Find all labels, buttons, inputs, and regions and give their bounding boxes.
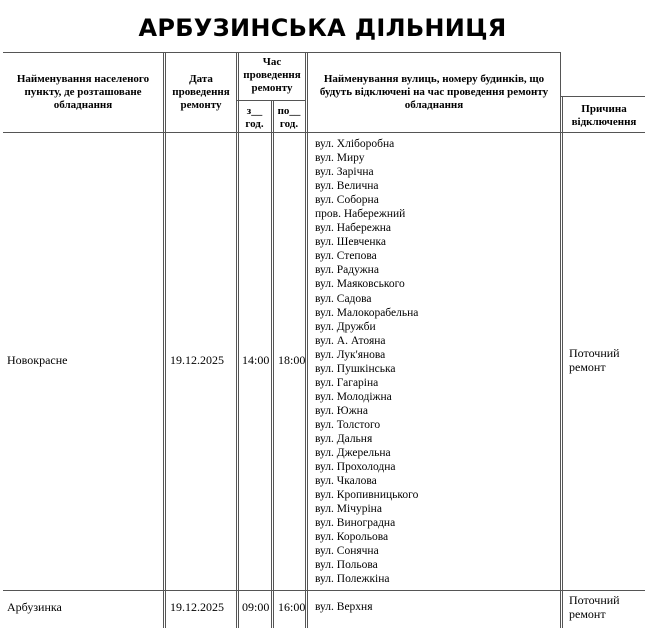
table-top-border: [3, 52, 560, 53]
street-item: вул. Лук'янова: [315, 348, 386, 361]
street-item: вул. Верхня: [315, 601, 373, 613]
street-item: вул. Джерельна: [315, 447, 391, 460]
page-title: АРБУЗИНСЬКА ДІЛЬНИЦЯ: [138, 14, 507, 42]
street-item: вул. Радужна: [315, 264, 379, 277]
col-divider-3b: [273, 100, 274, 628]
street-item: вул. Малокорабельна: [315, 306, 419, 319]
row1-time-to: 18:00: [278, 353, 306, 367]
street-item: вул. Сонячна: [315, 545, 379, 558]
street-item: вул. Набережна: [315, 222, 392, 235]
col-divider-1: [163, 52, 164, 628]
header-time-to: по__ год.: [277, 105, 301, 130]
street-item: вул. Садова: [315, 292, 372, 305]
street-item: вул. Чкалова: [315, 475, 377, 488]
street-item: вул. Дружби: [315, 320, 376, 333]
row2-time-from: 09:00: [242, 600, 270, 614]
street-item: вул. Велична: [315, 180, 379, 193]
header-streets: Найменування вулиць, номеру будинків, що будуть відключені на час проведення ремонту обладнання: [319, 73, 549, 111]
street-item: вул. А. Атояна: [315, 334, 386, 347]
street-item: вул. Гагаріна: [315, 376, 379, 389]
street-item: вул. Южна: [315, 404, 368, 417]
row1-reason: Поточний ремонт: [569, 346, 620, 374]
street-item: вул. Толстого: [315, 418, 381, 431]
col-divider-3: [271, 100, 272, 628]
header-settlement: Найменування населеного пункту, де розташоване обладнання: [16, 73, 150, 111]
header-bottom-border: [3, 132, 645, 133]
col-divider-1b: [165, 52, 166, 628]
col-divider-2b: [238, 52, 239, 628]
street-item: вул. Пушкінська: [315, 362, 396, 375]
col-divider-4b: [307, 52, 308, 628]
street-item: вул. Шевченка: [315, 236, 387, 249]
street-item: вул. Польова: [315, 559, 378, 572]
street-item: вул. Корольова: [315, 531, 389, 544]
row2-date: 19.12.2025: [170, 600, 224, 614]
row1-time-from: 14:00: [242, 353, 270, 367]
row1-date: 19.12.2025: [170, 353, 224, 367]
row2-time-to: 16:00: [278, 600, 306, 614]
street-item: пров. Набережний: [315, 208, 406, 221]
street-item: вул. Прохолодна: [315, 461, 396, 474]
row2-street-list: [315, 600, 565, 614]
street-item: вул. Дальня: [315, 432, 373, 445]
street-item: вул. Зарічна: [315, 166, 374, 179]
street-item: вул. Молодіжна: [315, 390, 392, 403]
header-time: Час проведення ремонту: [243, 56, 301, 94]
col-divider-2: [236, 52, 237, 628]
row-divider: [3, 590, 645, 591]
header-date: Дата проведення ремонту: [172, 73, 230, 111]
reason-header-top-border: [561, 96, 645, 97]
street-item: вул. Соборна: [315, 194, 379, 207]
row1-settlement: Новокрасне: [7, 353, 68, 367]
street-item: вул. Полежкіна: [315, 573, 390, 586]
header-reason: Причина відключення: [571, 103, 637, 128]
header-time-from: з__ год.: [245, 105, 264, 130]
street-item: вул. Степова: [315, 250, 377, 263]
street-item: вул. Маяковського: [315, 278, 405, 291]
street-item: вул. Кропивницького: [315, 489, 419, 502]
col-divider-4: [305, 52, 306, 628]
street-item: вул. Хліборобна: [315, 138, 395, 150]
row2-reason: Поточний ремонт: [569, 593, 620, 621]
street-item: вул. Мічуріна: [315, 503, 382, 516]
row1-street-list: [315, 137, 565, 587]
street-item: вул. Миру: [315, 152, 365, 165]
row2-settlement: Арбузинка: [7, 600, 62, 614]
street-item: вул. Виноградна: [315, 517, 396, 530]
